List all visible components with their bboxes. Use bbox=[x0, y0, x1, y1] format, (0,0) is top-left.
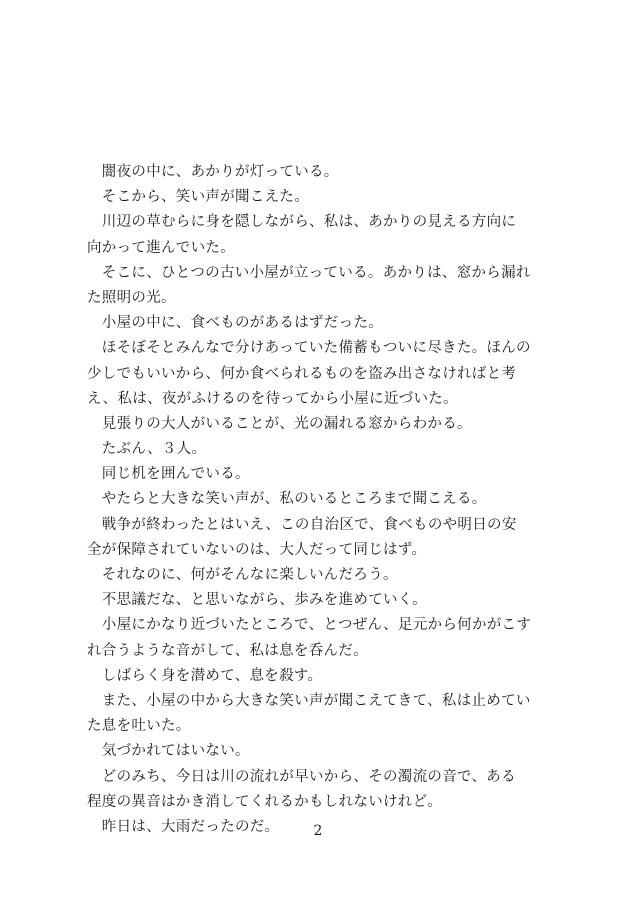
text-line: た照明の光。 bbox=[87, 289, 176, 306]
text-line: 小屋の中に、食べものがあるはずだった。 bbox=[87, 315, 383, 332]
text-line: ほそぼそとみんなで分けあっていた備蓄もついに尽きた。ほんの bbox=[87, 340, 531, 357]
text-line: 気づかれてはいない。 bbox=[87, 743, 250, 760]
page-number: 2 bbox=[313, 823, 323, 839]
text-line: そこに、ひとつの古い小屋が立っている。あかりは、窓から漏れ bbox=[87, 264, 531, 281]
text-line: 程度の異音はかき消してくれるかもしれないけれど。 bbox=[87, 793, 443, 810]
text-line: たぶん、３人。 bbox=[87, 441, 207, 458]
text-line: やたらと大きな笑い声が、私のいるところまで聞こえる。 bbox=[87, 491, 487, 508]
text-line: 小屋にかなり近づいたところで、とつぜん、足元から何かがこす bbox=[87, 617, 532, 634]
text-line: どのみち、今日は川の流れが早いから、その濁流の音で、ある bbox=[87, 768, 516, 785]
text-line: 向かって進んでいた。 bbox=[87, 239, 235, 256]
text-line: また、小屋の中から大きな笑い声が聞こえてきて、私は止めてい bbox=[87, 692, 531, 709]
text-line: た息を吐いた。 bbox=[87, 718, 191, 735]
text-line: 川辺の草むらに身を隠しながら、私は、あかりの見える方向に bbox=[87, 214, 517, 231]
text-line: 見張りの大人がいることが、光の漏れる窓からわかる。 bbox=[87, 415, 472, 432]
text-line: え、私は、夜がふけるのを待ってから小屋に近づいた。 bbox=[87, 390, 458, 407]
text-line: 不思議だな、と思いながら、歩みを進めていく。 bbox=[87, 592, 428, 609]
text-line: れ合うような音がして、私は息を呑んだ。 bbox=[87, 642, 368, 659]
text-line: 同じ机を囲んでいる。 bbox=[87, 466, 250, 483]
text-line: それなのに、何がそんなに楽しいんだろう。 bbox=[87, 567, 398, 583]
text-line: 戦争が終わったとはいえ、この自治区で、食べものや明日の安 bbox=[87, 516, 517, 533]
text-line: 昨日は、大雨だったのだ。 bbox=[87, 818, 280, 835]
text-line: しばらく身を潜めて、息を殺す。 bbox=[87, 667, 323, 684]
text-line: 少しでもいいから、何か食べられるものを盗み出さなければと考 bbox=[87, 365, 517, 382]
text-line: そこから、笑い声が聞こえた。 bbox=[87, 189, 309, 206]
text-line: 闇夜の中に、あかりが灯っている。 bbox=[87, 164, 339, 180]
text-line: 全が保障されていないのは、大人だって同じはず。 bbox=[87, 541, 427, 558]
body-text bbox=[87, 160, 532, 840]
